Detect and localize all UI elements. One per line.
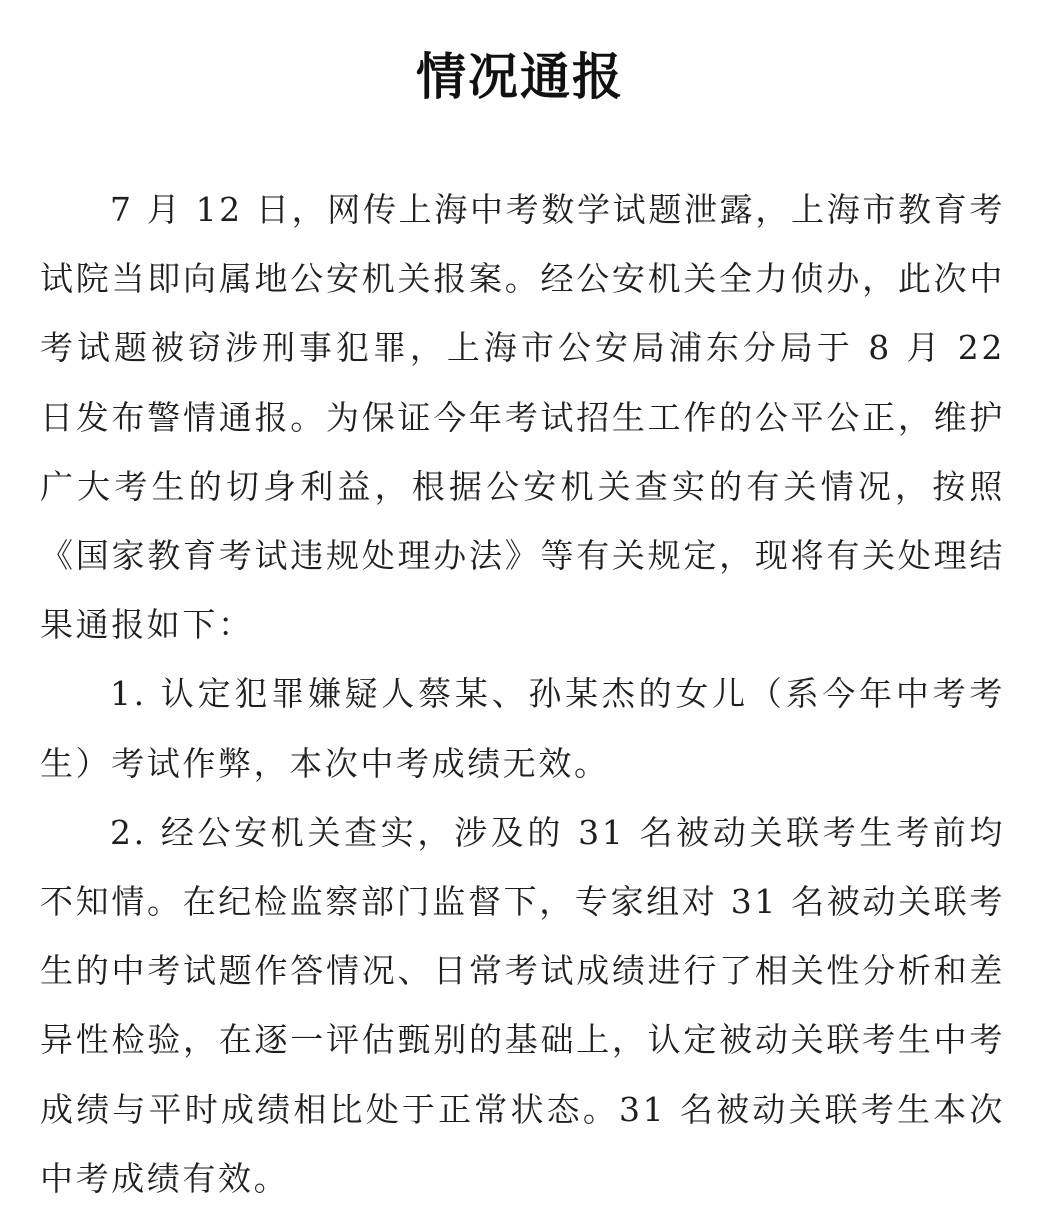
paragraph-intro: 7 月 12 日，网传上海中考数学试题泄露，上海市教育考试院当即向属地公安机关报案。经公安机关全力侦办，此次中考试题被窃涉刑事犯罪，上海市公安局浦东分局于 8 月 22 日发布警情通报。为保证今年考试招生工作的公平公正，维护广大考生的切身利益，根据公安机关查实的有关情况，按照《国家教育考试违规处理办法》等有关规定，现将有关处理结果通报如下： (40, 190, 1005, 645)
paragraph-item-2: 2. 经公安机关查实，涉及的 31 名被动关联考生考前均不知情。在纪检监察部门监督下，专家组对 31 名被动关联考生的中考试题作答情况、日常考试成绩进行了相关性分析和差异性检验，在逐一评估甄别的基础上，认定被动关联考生中考成绩与平时成绩相比处于正常状态。31 名被动关联考生本次中考成绩有效。 (40, 812, 1005, 1198)
document-title: 情况通报 (416, 48, 624, 106)
paragraph-item-1: 1. 认定犯罪嫌疑人蔡某、孙某杰的女儿（系今年中考考生）考试作弊，本次中考成绩无效。 (40, 674, 1005, 783)
document-body (40, 175, 1005, 1213)
